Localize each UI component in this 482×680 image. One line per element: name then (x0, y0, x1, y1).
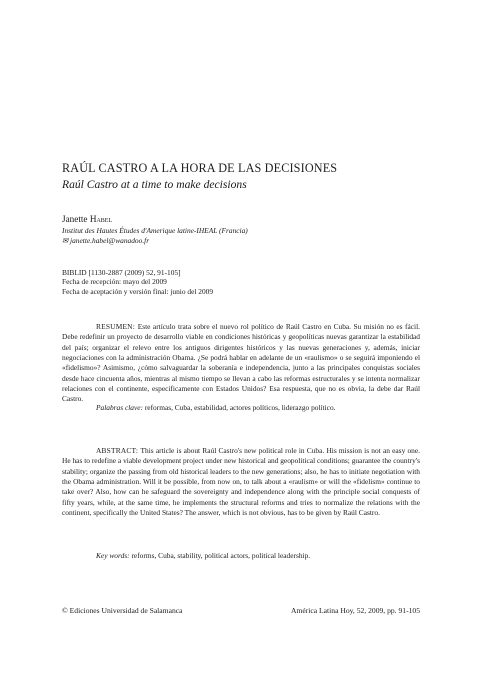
palabras-clave-label: Palabras clave: (96, 403, 143, 412)
reception-date: Fecha de recepción: mayo del 2009 (62, 277, 167, 287)
author-affiliation: Institut des Hautes Études d'Amerique latine-IHEAL (Francia) (62, 225, 248, 235)
palabras-clave (62, 403, 420, 413)
palabras-clave-text: reformas, Cuba, estabilidad, actores políticos, liderazgo político. (143, 403, 336, 412)
footer-citation: América Latina Hoy, 52, 2009, pp. 91-105 (291, 606, 420, 615)
article-title: RAÚL CASTRO A LA HORA DE LAS DECISIONES (62, 161, 338, 175)
key-words-label: Key words: (96, 551, 130, 560)
abstract-section (62, 446, 420, 518)
abstract-text: This article is about Raúl Castro's new political role in Cuba. His mission is not an easy one. He has to redefine a viable development project under new historical and geopolitical conditions; guarantee the country's stability; organize the passing from old historical leaders to the new generations; also, he has to initiate negotiation with the Obama administration. Will it be possible, from now on, to talk about a «raulism» or will the «fidelism» continue to take over? Also, how can he safeguard the sovereignty and independence along with the principle social conquests of fifty years, while, at the same time, he implements the structural reforms and tries to normalize the relations with the continent, specifically the United States? The answer, which is not obvious, has to be given by Raúl Castro. (62, 446, 420, 518)
author-first-name: Janette (62, 214, 90, 224)
article-subtitle: Raúl Castro at a time to make decisions (62, 178, 247, 191)
author-last-name: Habel (89, 214, 113, 224)
resumen-section (62, 322, 420, 405)
acceptance-date: Fecha de aceptación y versión final: junio del 2009 (62, 286, 214, 296)
key-words (62, 551, 420, 561)
abstract-label: ABSTRACT: (96, 446, 141, 455)
biblid-block (62, 268, 362, 296)
author-email: ✉ janette.habel@wanadoo.fr (62, 236, 150, 245)
footer-publisher: © Ediciones Universidad de Salamanca (62, 606, 183, 615)
resumen-text: Este artículo trata sobre el nuevo rol político de Raúl Castro en Cuba. Su misión no es fácil. Debe redefinir un proyecto de desarrollo viable en condiciones históricas y geopolíticas nuevas garantizar la estabilidad del país; organizar el relevo entre los antiguos dirigentes históricos y las nuevas generaciones y, además, iniciar negociaciones con la administración Obama. ¿Se podrá hablar en adelante de un «raulismo» o se seguirá imponiendo el «fidelismo»? Asimismo, ¿cómo salvaguardar la soberanía e independencia, junto a las principales conquistas sociales desde hace cincuenta años, mientras al mismo tiempo se llevan a cabo las reformas estructurales y se intenta normalizar relaciones con el continente, especificamente con Estados Unidos? Esa respuesta, que no es obvia, la debe dar Raúl Castro. (62, 322, 420, 404)
resumen-label: RESUMEN: (96, 322, 138, 331)
biblid-line: BIBLID [1130-2887 (2009) 52, 91-105] (62, 268, 181, 277)
author-name (62, 214, 112, 225)
key-words-text: reforms, Cuba, stability, political actors, political leadership. (129, 551, 311, 560)
